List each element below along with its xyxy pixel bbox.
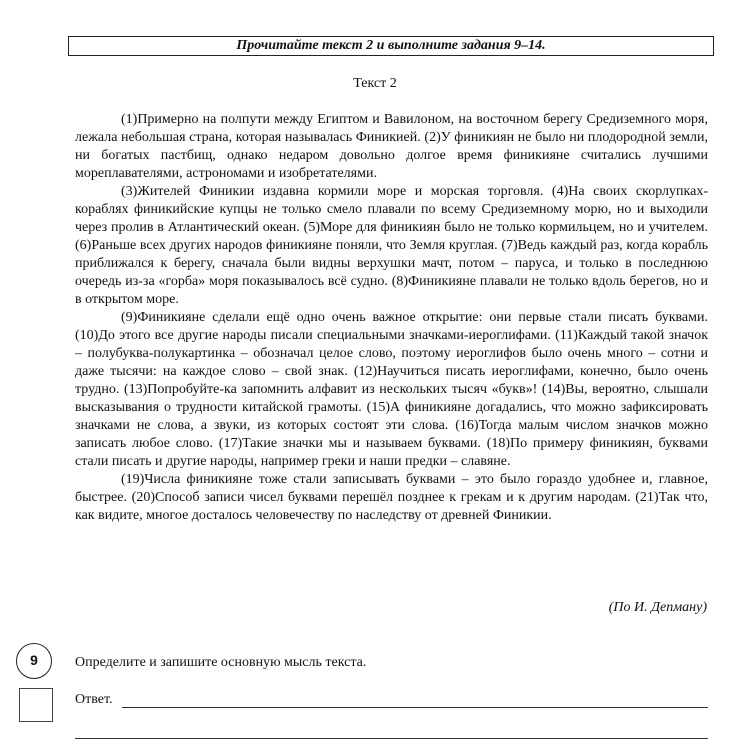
answer-checkbox[interactable] <box>19 688 53 722</box>
answer-label: Ответ. <box>75 692 113 707</box>
paragraph-4: (19)Числа финикияне тоже стали записывать буквами – это было гораздо удобнее и, главное, быстрее. (20)Способ записи чисел буквами перешёл позднее к грекам и к другим народам. (21)Так что, как видите, многое досталось человечеству по наследству от древней Финикии. <box>75 472 708 523</box>
instruction-header: Прочитайте текст 2 и выполните задания 9–14. <box>68 36 714 56</box>
paragraph-2: (3)Жителей Финикии издавна кормили море и морская торговля. (4)На своих скорлупках-кораблях финикийские купцы не только смело плавали по всему Средиземному морю, но и выходили через пролив в Атлантический океан. (5)Море для финикиян было не только кормильцем, но и учителем. (6)Раньше всех других народов финикияне поняли, что Земля круглая. (7)Ведь каждый раз, когда корабль приближался к берегу, сначала были видны верхушки мачт, потом – паруса, и только в последнюю очередь из-за «горба» моря показывалось всё судно. (8)Финикияне плавали не только вдоль берегов, но и в открытом море. <box>75 184 708 307</box>
paragraph-3: (9)Финикияне сделали ещё одно очень важное открытие: они первые стали писать буквами. (10)До этого все другие народы писали специальными значками-иероглифами. (11)Каждый такой значок – полубуква-полукартинка – обозначал целое слово, поэтому иероглифов было очень много – сотни и даже тысячи: на каждое слово – свой знак. (12)Научиться писать иероглифами, конечно, было очень трудно. (13)Попробуйте-ка запомнить алфавит из нескольких тысяч «букв»! (14)Вы, вероятно, слышали высказывания о трудности китайской грамоты. (15)А финикияне догадались, что можно зафиксировать значками не слова, а звуки, из которых состоят эти слова. (16)Тогда малым числом значков можно записать любое слово. (17)Такие значки мы и называем буквами. (18)По примеру финикиян, буквами стали писать и другие народы, например греки и наши предки – славяне. <box>75 310 708 469</box>
task-number-badge: 9 <box>16 643 52 679</box>
text-body <box>75 111 708 525</box>
answer-line-1[interactable] <box>122 707 708 708</box>
answer-line-2[interactable] <box>75 738 708 739</box>
author-attribution: (По И. Депману) <box>608 600 707 615</box>
text-title: Текст 2 <box>353 76 397 91</box>
task-question: Определите и запишите основную мысль текста. <box>75 655 367 670</box>
paragraph-1: (1)Примерно на полпути между Египтом и Вавилоном, на восточном берегу Средиземного моря, лежала небольшая страна, которая называлась Финикией. (2)У финикиян не было ни плодородной земли, ни богатых пастбищ, однако недаром довольно долгое время финикияне считались лучшими мореплавателями, астрономами и изобретателями. <box>75 112 708 181</box>
